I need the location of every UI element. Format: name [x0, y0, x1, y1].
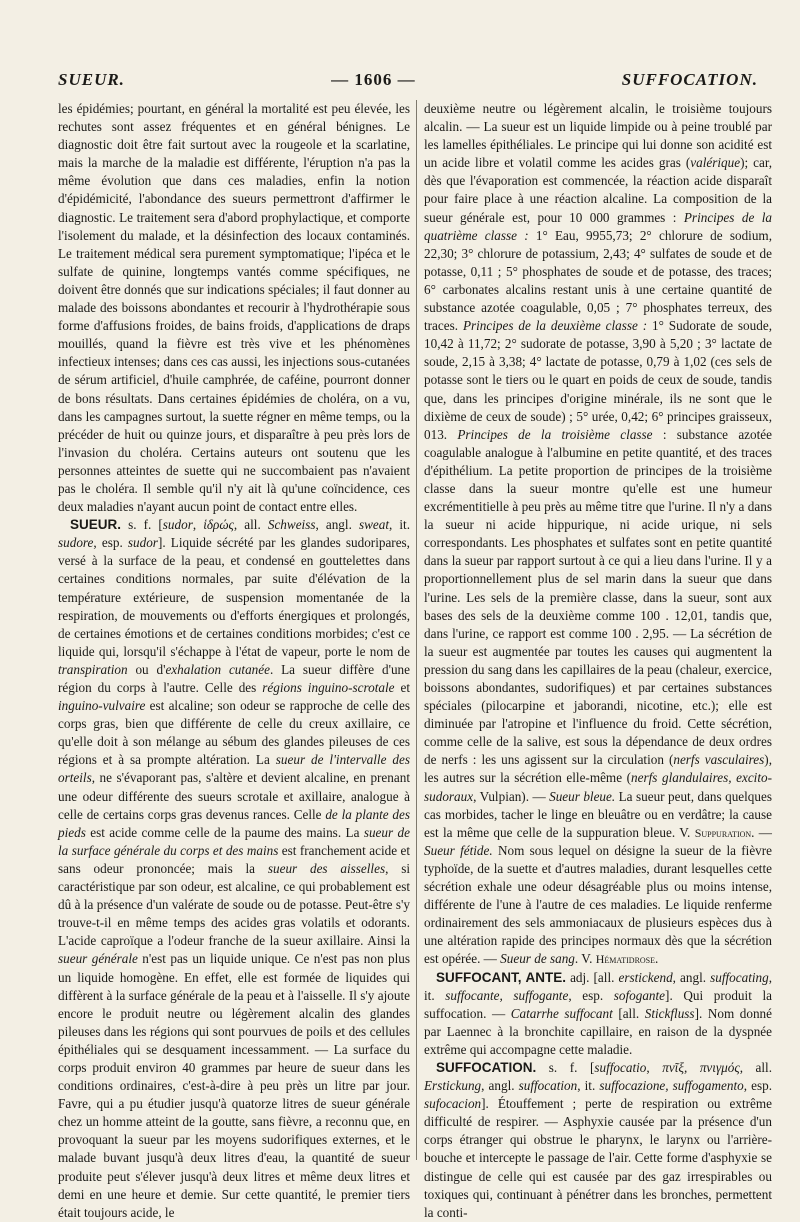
italian-term: suffocante, suffogante	[445, 987, 569, 1003]
italic-term: de la plante des pieds	[58, 806, 410, 840]
spanish-term: sudor	[127, 535, 158, 551]
italic-term: exhalation cutanée	[165, 661, 270, 677]
entry-text: 1° Eau, 9955,73; 2° chlorure de sodium, 22,30; 3° chlorure de potassium, 2,43; 4° sulfates de soude et de potasse, 0,11 ; 5° phosphates de soude et de potasse, des traces; 6° carbonates alcalins restant unis à une certaine quantité de substance azotée coagulable, 0,05 ; 7° phosphates terreux, des traces.	[424, 227, 772, 334]
entry-text: , it.	[577, 1078, 600, 1094]
greek-term: ἱδρώς	[203, 517, 234, 533]
entry-text: est alcaline; son odeur se rapproche de celle des corps gras, bien que différente de celle du creux axillaire, ce qu'elle doit à son mélange au sébum des glandes pileuses de ces régions et à sa prompte altération. La	[58, 698, 410, 768]
italic-term: Sueur bleue.	[549, 788, 616, 804]
entry-text: est franchement acide et sans odeur prononcée; mais la	[58, 842, 411, 876]
entry-suffocation	[424, 1059, 772, 1222]
entry-text: , esp.	[568, 987, 614, 1003]
italic-term: Principes de la troisième classe	[457, 426, 653, 442]
german-term: erstickend	[618, 969, 673, 985]
headword-suffocant: SUFFOCANT, ANTE.	[436, 969, 567, 985]
italic-term: sueur des aisselles	[267, 860, 386, 876]
cross-reference: Hématidrose	[595, 952, 656, 967]
english-term: sweat	[358, 517, 389, 533]
page-number: — 1606 —	[331, 70, 416, 89]
entry-text: Nom sous lequel on désigne la sueur de la fièvre typhoïde, de la suette et d'autres maladies, durant lesquelles cette sécrétion exhale une odeur désagréable plus ou moins intense, différente de l'une à l'autre de ces maladies. Le liquide renferme ordinairement des sels ammoniacaux de plusieurs espèces dus à une altération rapide des principes normaux dès que la sécrétion est opérée. —	[424, 842, 773, 967]
english-term: suffocating	[710, 969, 769, 985]
left-column	[58, 100, 411, 1220]
entry-text: ]. Étouffement ; perte de respiration ou extrême difficulté de respirer. — Asphyxie causée par la présence d'un corps étranger qui obstrue le pharynx, le larynx ou l'arrière-bouche et intercepte le passage de l'air. Cette forme d'asphyxie se distingue de celle qui est causée par des gaz irrespirables ou toxiques qui, continuant à pénétrer dans les bronches, permettent la conti-	[424, 1096, 772, 1220]
entry-text: et	[394, 680, 410, 695]
italic-term: transpiration	[58, 661, 128, 677]
entry-text: s. f. [	[121, 517, 163, 533]
entry-text: ); car, dès que l'évaporation est commencée, la réaction acide disparaît pour faire place à une réaction alcaline. La composition de la sueur générale est, pour 10 000 grammes :	[424, 155, 772, 225]
italic-term: inguino-vulvaire	[58, 698, 146, 714]
entry-text: , it.	[389, 517, 411, 533]
column-divider	[416, 100, 417, 1160]
entry-text: n'est pas un liquide unique. Ce n'est pas non plus un liquide homogène. En effet, elle est formée de liquides qui diffèrent à la surface générale de la peau et à l'aisselle. Il s'y ajoute encore le produit neutre ou légèrement alcalin des glandes pileuses dans les régions qui sont pourvues de poils et des cellules épithéliales qui se desquament incessamment. — La surface du corps produit environ 40 grammes par heure de sueur dans les conditions ordinaires, c'est-à-dire à peu près un litre par jour. Favre, qui a pu étudier jusqu'à quatorze litres de sueur générale chez un homme atteint de la goutte, sans fièvre, a reconnu que, en provoquant la sueur par les moyens sudorifiques externes, et le malade buvant jusqu'à deux litres d'eau, la quantité de sueur produite peut s'élever jusqu'à deux litres et même deux litres et demi en une heure et demie. Sur cette quantité, le premier tiers était toujours acide, le	[58, 951, 410, 1220]
entry-text: ]. Qui produit la suffocation. —	[424, 987, 772, 1021]
german-term: Erstickung	[424, 1078, 482, 1094]
italic-term: Sueur de sang	[500, 951, 575, 967]
headword-sueur: SUEUR.	[70, 517, 122, 533]
entry-text: , all.	[233, 517, 268, 533]
italic-term: Catarrhe suffocant	[510, 1005, 613, 1021]
entry-text: deuxième neutre ou légèrement alcalin, le troisième toujours alcalin. — La sueur est un liquide limpide ou à peine troublé par les lamelles épithéliales. Le principe qui lui donne son acidité est un acide libre et volatil comme les acides gras (	[424, 101, 772, 171]
entry-suffocant	[424, 969, 772, 1059]
entry-text: ,	[646, 1059, 663, 1075]
entry-text: , ne s'évaporant pas, s'altère et devient alcaline, en prenant une odeur différente des sueurs scrotale et axillaire, analogue à celle de certains corps gras devenus rances. Celle	[58, 770, 410, 822]
entry-text: ]. Liquide sécrété par les glandes sudoripares, versé à la surface de la peau, et condensé en gouttelettes dans certaines conditions normales, par suite d'élévation de la température extérieure, de suspension momentanée de la respiration, de mouvements ou d'efforts énergiques et prolongés, de certaines émotions et de certaines conditions morbides; c'est ce liquide qui, lorsqu'il s'échappe à l'état de vapeur, porte le nom de	[58, 535, 410, 659]
running-header	[58, 70, 758, 94]
greek-term: πνῖξ, πνιγμός	[662, 1059, 740, 1075]
entry-text: ]. Nom donné par Laennec à la bronchite capillaire, en raison de la dyspnée extrême qui accompagne cette maladie.	[424, 1005, 772, 1057]
entry-text: ou d'	[127, 661, 166, 677]
latin-term: suffocatio	[594, 1059, 647, 1075]
right-column	[424, 100, 773, 1220]
entry-text: , all.	[739, 1059, 773, 1075]
italic-term: nerfs vasculaires	[673, 752, 765, 768]
entry-text: . La sueur diffère d'une région du corps à l'autre. Celle des	[58, 661, 410, 695]
cross-reference: Suppuration	[694, 825, 752, 840]
english-term: suffocation	[518, 1078, 578, 1094]
entry-text: , Vulpian). —	[473, 788, 550, 804]
entry-text: La sueur peut, dans quelques cas morbides, tacher le linge en bleuâtre ou en verdâtre; la cause est la même que celle de la suppuration bleue. V.	[424, 788, 772, 840]
italic-term: Principes de la quatrième classe :	[424, 209, 773, 243]
entry-text: . —	[751, 824, 772, 840]
entry-sueur	[58, 516, 410, 1222]
italian-term: sudore	[58, 535, 94, 551]
entry-text: , si caractéristique par son odeur, est alcaline, ce qui probablement est dû à la présence d'un valérate de soude ou de potasse. Peut-être s'y trouve-t-il en même temps des acides gras volatils et odorants. L'acide caproïque a l'odeur franche de la sueur axillaire. Ainsi la	[58, 860, 410, 949]
latin-term: sudor	[162, 517, 193, 533]
entry-text: , it.	[424, 969, 773, 1003]
headword-suffocation: SUFFOCATION.	[436, 1059, 537, 1075]
entry-text: ,	[192, 517, 204, 533]
italic-term: Sueur fétide.	[424, 842, 493, 858]
italic-term: sueur générale	[58, 951, 138, 967]
spanish-term: sofogante	[613, 987, 666, 1003]
german-term: Stickfluss	[644, 1005, 695, 1021]
entry-text: 1° Sudorate de soude, 10,42 à 11,72; 2° sudorate de potasse, 3,90 à 5,20 ; 3° lactate de soude, 2,15 à 3,38; 4° lactate de potasse, 0,79 à 1,02 (ces sels de potasse sont le tiers ou le quart en poids de ceux de soude, tandis que, dans les principes d'origine minérale, ils ne sont que le dixième de ceux de soude) ; 5° urée, 0,42; 6° principes graisseux, 013.	[424, 318, 772, 442]
entry-text: , angl.	[315, 517, 359, 533]
entry-text: ), les autres sur la sécrétion elle-même (	[424, 752, 772, 786]
entry-text: .	[655, 951, 659, 967]
sueur-continuation-paragraph	[424, 100, 772, 969]
entry-text: : substance azotée coagulable analogue à l'albumine en petite quantité, et des traces d'épithélium. La petite proportion de principes de la troisième classe dans la sueur montre qu'elle est une humeur excrémentitielle à peu près au même titre que l'urine. Il n'y a dans la sueur ni acide hippurique, ni acide urique, ni sels correspondants. Les phosphates et sulfates sont en petite quantité dans la sueur par rapport surtout à ce qui a lieu dans l'urine. Il y a proportionnellement plus de sel marin dans la sueur que dans l'urine. Les sels de la première classe, dans la sueur, sont aux bases des sels de la deuxième comme 100 . 12,01, tandis que, dans l'urine, ce rapport est comme 100 . 2,95. — La sécrétion de la sueur est augmentée par toutes les causes qui augmentent la pression du sang dans les capillaires de la peau (chaleur, exercice, boissons abondantes, sudorifiques) et par certaines substances spéciales (pilocarpine et jaborandi, nicotine, etc.); elle est diminuée par l'atropine et l'influence du froid. Cette sécrétion, comme celle de la salive, est sous la dépendance de deux ordres de nerfs : les uns agissent sur la circulation (	[424, 426, 772, 768]
entry-text: [all.	[612, 1005, 645, 1021]
italic-term: valérique	[690, 155, 741, 171]
entry-text: adj. [all.	[566, 969, 619, 985]
italic-term: sueur de la surface générale du corps et des mains	[58, 824, 410, 858]
italian-term: suffocazione, suffogamento	[599, 1078, 744, 1094]
entry-text: est acide comme celle de la paume des mains. La	[85, 824, 364, 840]
italic-term: Principes de la deuxième classe :	[462, 318, 648, 334]
italic-term: nerfs glandulaires, excito-sudoraux	[424, 770, 772, 804]
entry-text: . V.	[574, 951, 596, 967]
entry-text: , esp.	[93, 535, 128, 551]
entry-text: , angl.	[672, 969, 711, 985]
italic-term: sueur de l'intervalle des orteils	[58, 752, 410, 786]
italic-term: régions inguino-scrotale	[262, 680, 395, 695]
entry-text: , esp.	[743, 1078, 772, 1094]
header-left-word: SUEUR.	[58, 70, 125, 89]
entry-text: , angl.	[481, 1078, 519, 1094]
entry-text: s. f. [	[536, 1059, 595, 1075]
suette-continuation-paragraph: les épidémies; pourtant, en général la mortalité est peu élevée, les rechutes sont assez fréquentes et en général bénignes. Le diagnostic doit être fait surtout avec la rougeole et la scarlatine, mais la marche de la maladie est différente, l'éruption n'a pas la même évolution que dans ces maladies, enfin la notion d'épidémicité, l'abondance des sueurs permettront d'affirmer le diagnostic. Le traitement sera d'abord prophylactique, et comporte l'isolement du malade, et la désinfection des locaux contaminés. Le traitement médical sera purement symptomatique; l'ipéca et le sulfate de quinine, longtemps vantés comme spécifiques, ne doivent être donnés que sur indications spéciales; il faut donner au malade des boissons abondantes et recourir à l'hydrothérapie sous forme d'affusions froides, de bains froids, d'applications de draps mouillés, quand la fièvre est très vive et les phénomènes infectieux intenses; dans ces cas aussi, les injections sous-cutanées de sérum artificiel, d'huile camphrée, de caféine, pourront donner de bons résultats. Dans certaines épidémies de choléra, on a vu, dans les campagnes surtout, la suette régner en même temps, ou la précéder de huit ou quinze jours, et disparaître à peu près lors de l'invasion du choléra. Certains auteurs ont soutenu que les personnes atteintes de suette qui ne succombaient pas n'avaient pas le choléra. Il semble qu'il n'y ait là qu'une coïncidence, ces deux maladies n'ayant aucun point de contact entre elles.	[58, 101, 410, 515]
spanish-term: sufocacion	[424, 1096, 482, 1112]
header-right-word: SUFFOCATION.	[621, 70, 758, 89]
german-term: Schweiss	[267, 517, 316, 533]
